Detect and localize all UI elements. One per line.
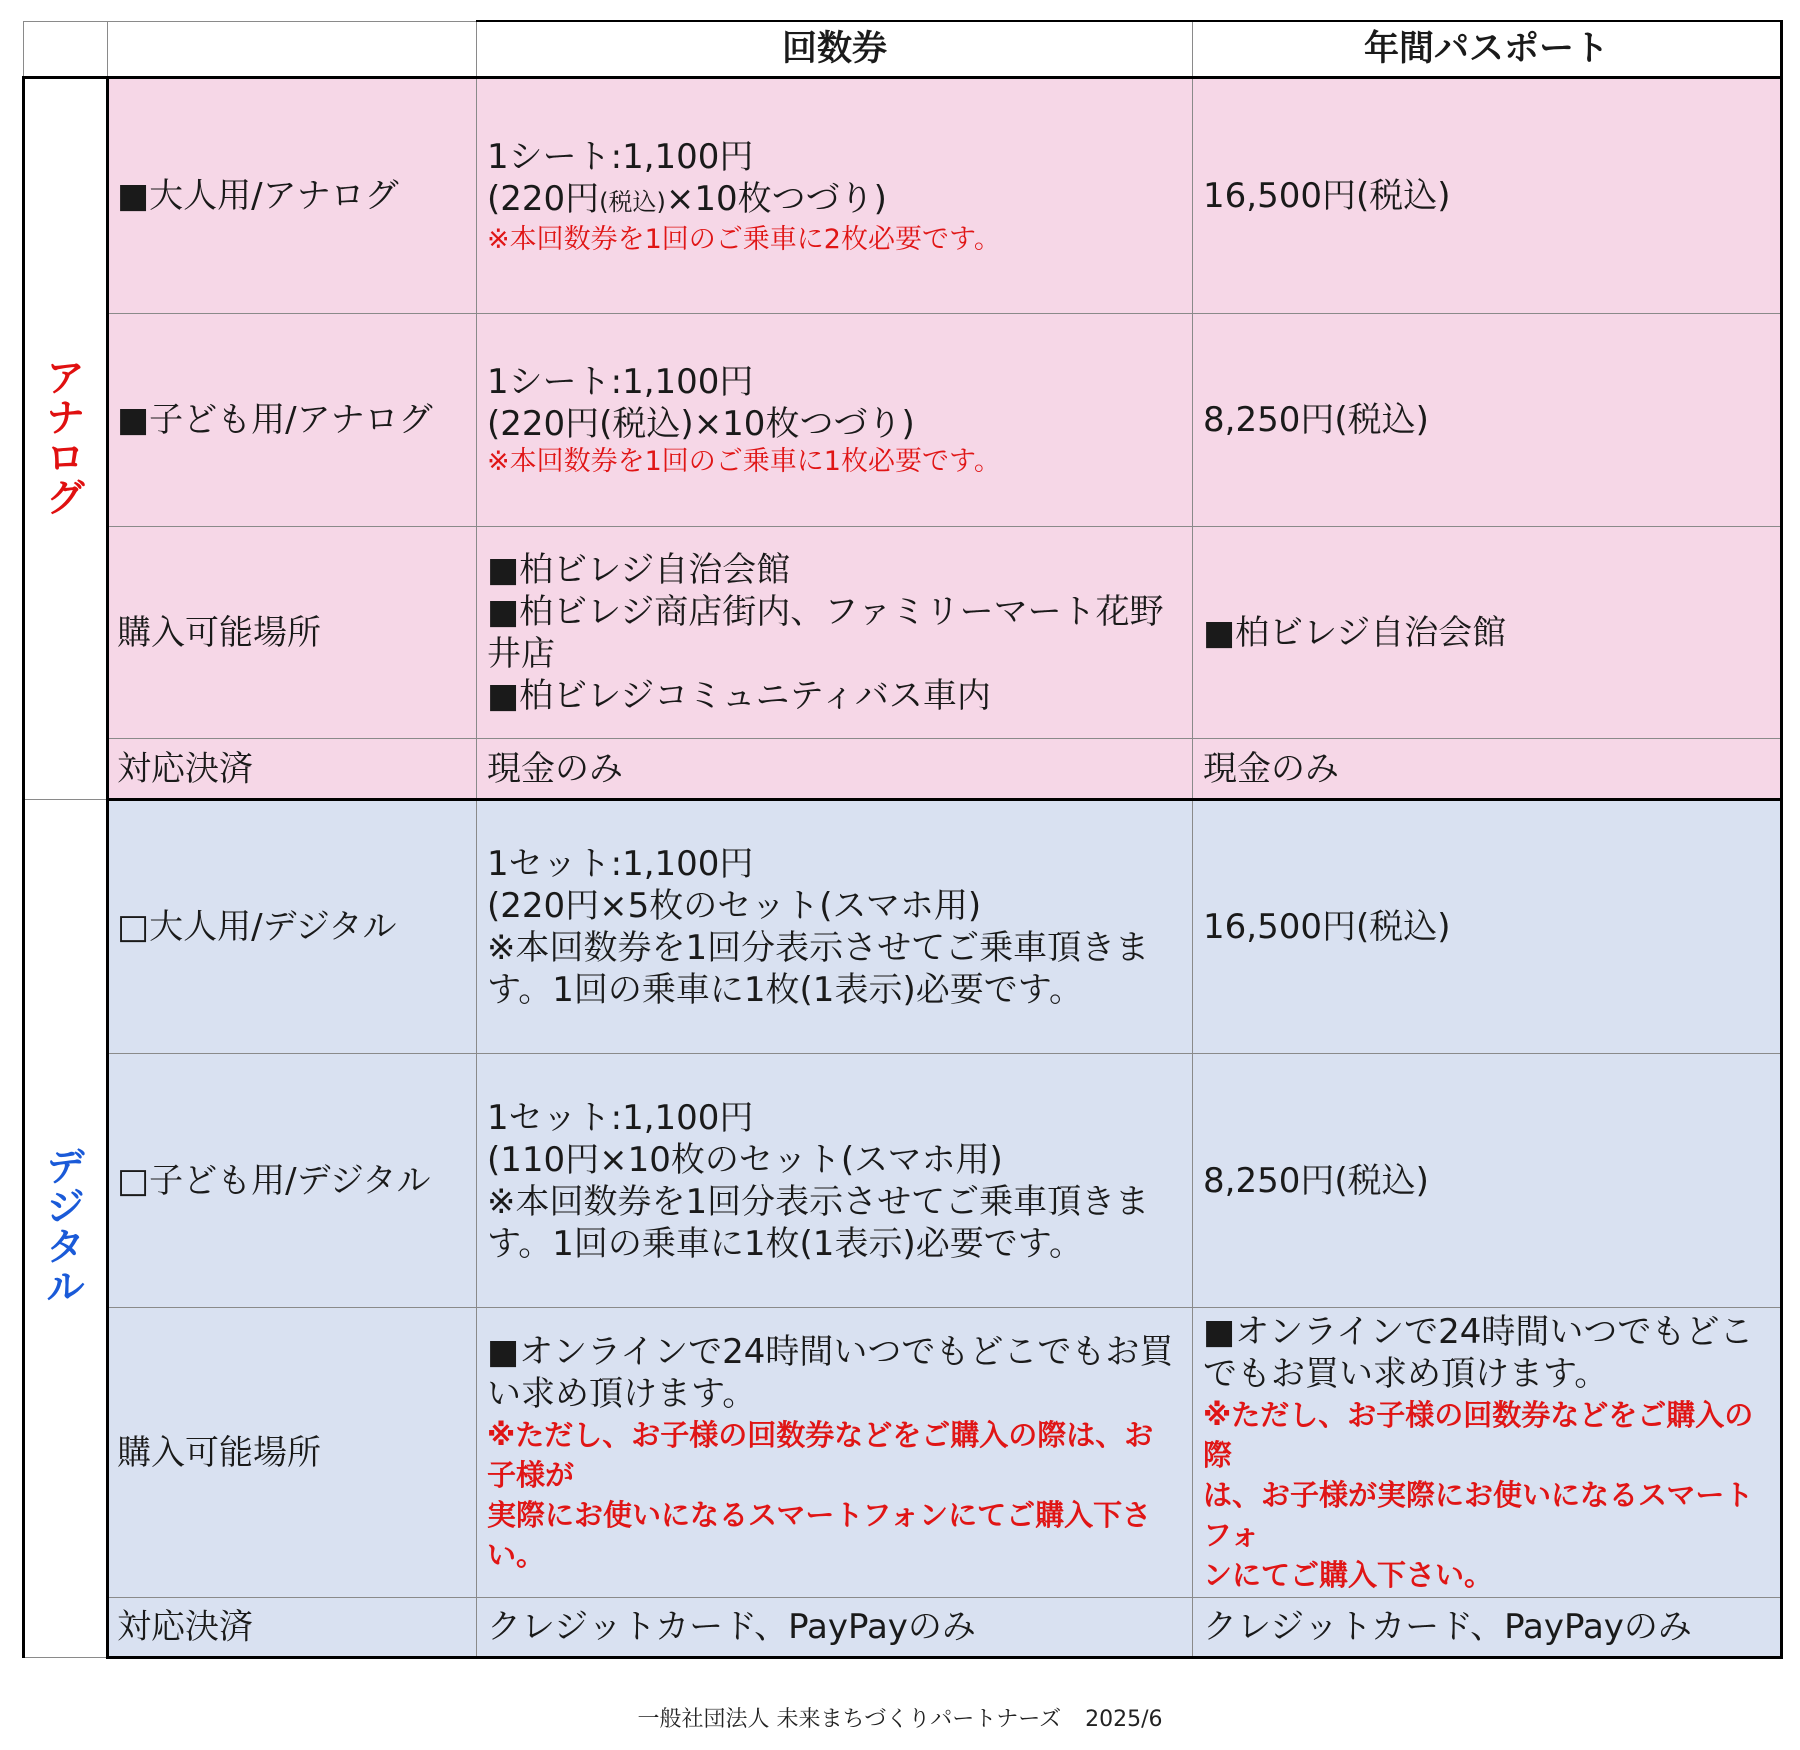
- analog-purchase-row: [24, 527, 1782, 739]
- digital-purchase-label: 購入可能場所: [108, 1308, 477, 1598]
- header-row: [24, 21, 1782, 78]
- analog-adult-ticket: [477, 78, 1193, 314]
- header-corner-group: [24, 21, 108, 78]
- analog-adult-ticket-note: ※本回数券を1回のご乗車に2枚必要です。: [487, 223, 1001, 255]
- digital-payment-row: [24, 1598, 1782, 1658]
- digital-group-cell: [24, 800, 108, 1658]
- digital-adult-ticket-line1: 1セット:1,100円: [487, 844, 754, 884]
- analog-adult-ticket-line2: [487, 178, 1182, 223]
- digital-purchase-ticket: [477, 1308, 1193, 1598]
- digital-adult-ticket: [477, 800, 1193, 1054]
- digital-child-row: [24, 1054, 1782, 1308]
- analog-child-pass: 8,250円(税込): [1193, 314, 1782, 527]
- digital-child-pass: 8,250円(税込): [1193, 1054, 1782, 1308]
- footer-org: 一般社団法人 未来まちづくりパートナーズ: [637, 1707, 1062, 1732]
- digital-purchase-ticket-note2: 実際にお使いになるスマートフォンにてご購入下さい。: [487, 1497, 1152, 1572]
- analog-child-row: [24, 314, 1782, 527]
- analog-purchase-place-2: ■柏ビレジ商店街内、ファミリーマート花野井店: [487, 591, 1164, 674]
- digital-group-label: デジタル: [46, 1145, 85, 1309]
- analog-payment-pass: 現金のみ: [1193, 739, 1782, 800]
- header-pass: 年間パスポート: [1193, 21, 1782, 78]
- digital-purchase-ticket-line1: ■オンラインで24時間いつでもどこでもお買: [487, 1331, 1174, 1372]
- footer: [0, 1702, 1800, 1733]
- analog-adult-ticket-line2-b: ×10枚つづり): [665, 178, 887, 219]
- analog-purchase-label: 購入可能場所: [108, 527, 477, 739]
- analog-adult-ticket-line2-small: (税込): [599, 187, 666, 216]
- digital-child-ticket: [477, 1054, 1193, 1308]
- analog-child-ticket-note: ※本回数券を1回のご乗車に1枚必要です。: [487, 446, 1001, 477]
- header-corner-label: [108, 21, 477, 78]
- digital-purchase-pass-line1: ■オンラインで24時間いつでもどこ: [1203, 1311, 1754, 1352]
- analog-purchase-ticket: [477, 527, 1193, 739]
- analog-adult-ticket-line1: 1シート:1,100円: [487, 136, 754, 177]
- digital-adult-ticket-line3: ※本回数券を1回分表示させてご乗車頂きま: [487, 928, 1150, 968]
- digital-child-ticket-line2: (110円×10枚のセット(スマホ用): [487, 1139, 1003, 1180]
- digital-adult-pass: 16,500円(税込): [1193, 800, 1782, 1054]
- ticket-comparison-table: [22, 20, 1783, 1659]
- digital-payment-label: 対応決済: [108, 1598, 477, 1658]
- digital-payment-ticket: クレジットカード、PayPayのみ: [477, 1598, 1193, 1658]
- analog-adult-label: ■大人用/アナログ: [108, 78, 477, 314]
- digital-purchase-ticket-line2: い求め頂けます。: [487, 1373, 757, 1414]
- analog-group-cell: [24, 78, 108, 800]
- header-ticket: 回数券: [477, 21, 1193, 78]
- analog-payment-row: [24, 739, 1782, 800]
- analog-child-ticket-line1: 1シート:1,100円: [487, 362, 754, 402]
- analog-purchase-place-3: ■柏ビレジコミュニティバス車内: [487, 675, 991, 716]
- analog-group-label: アナログ: [46, 355, 85, 520]
- digital-child-ticket-line1: 1セット:1,100円: [487, 1097, 754, 1138]
- digital-payment-pass: クレジットカード、PayPayのみ: [1193, 1598, 1782, 1658]
- analog-adult-ticket-line2-a: (220円: [487, 178, 600, 219]
- digital-adult-label: □大人用/デジタル: [108, 800, 477, 1054]
- digital-child-ticket-line4: す。1回の乗車に1枚(1表示)必要です。: [487, 1223, 1083, 1264]
- digital-purchase-ticket-note1: ※ただし、お子様の回数券などをご購入の際は、お子様が: [487, 1417, 1154, 1492]
- digital-purchase-pass-note3: ンにてご購入下さい。: [1203, 1557, 1494, 1592]
- digital-adult-row: [24, 800, 1782, 1054]
- digital-adult-ticket-line4: す。1回の乗車に1枚(1表示)必要です。: [487, 970, 1083, 1010]
- analog-child-label: ■子ども用/アナログ: [108, 314, 477, 527]
- digital-child-label: □子ども用/デジタル: [108, 1054, 477, 1308]
- digital-purchase-pass-note2: は、お子様が実際にお使いになるスマートフォ: [1203, 1477, 1754, 1552]
- digital-purchase-pass: [1193, 1308, 1782, 1598]
- digital-purchase-pass-line2: でもお買い求め頂けます。: [1203, 1353, 1609, 1394]
- analog-purchase-pass: ■柏ビレジ自治会館: [1193, 527, 1782, 739]
- analog-adult-pass: 16,500円(税込): [1193, 78, 1782, 314]
- analog-payment-ticket: 現金のみ: [477, 739, 1193, 800]
- analog-child-ticket: [477, 314, 1193, 527]
- digital-purchase-pass-note1: ※ただし、お子様の回数券などをご購入の際: [1203, 1397, 1754, 1472]
- analog-payment-label: 対応決済: [108, 739, 477, 800]
- analog-child-ticket-line2: (220円(税込)×10枚つづり): [487, 404, 915, 444]
- digital-child-ticket-line3: ※本回数券を1回分表示させてご乗車頂きま: [487, 1181, 1150, 1222]
- analog-adult-row: [24, 78, 1782, 314]
- footer-date: 2025/6: [1085, 1707, 1163, 1732]
- digital-adult-ticket-line2: (220円×5枚のセット(スマホ用): [487, 886, 982, 926]
- digital-purchase-row: [24, 1308, 1782, 1598]
- analog-purchase-place-1: ■柏ビレジ自治会館: [487, 549, 791, 590]
